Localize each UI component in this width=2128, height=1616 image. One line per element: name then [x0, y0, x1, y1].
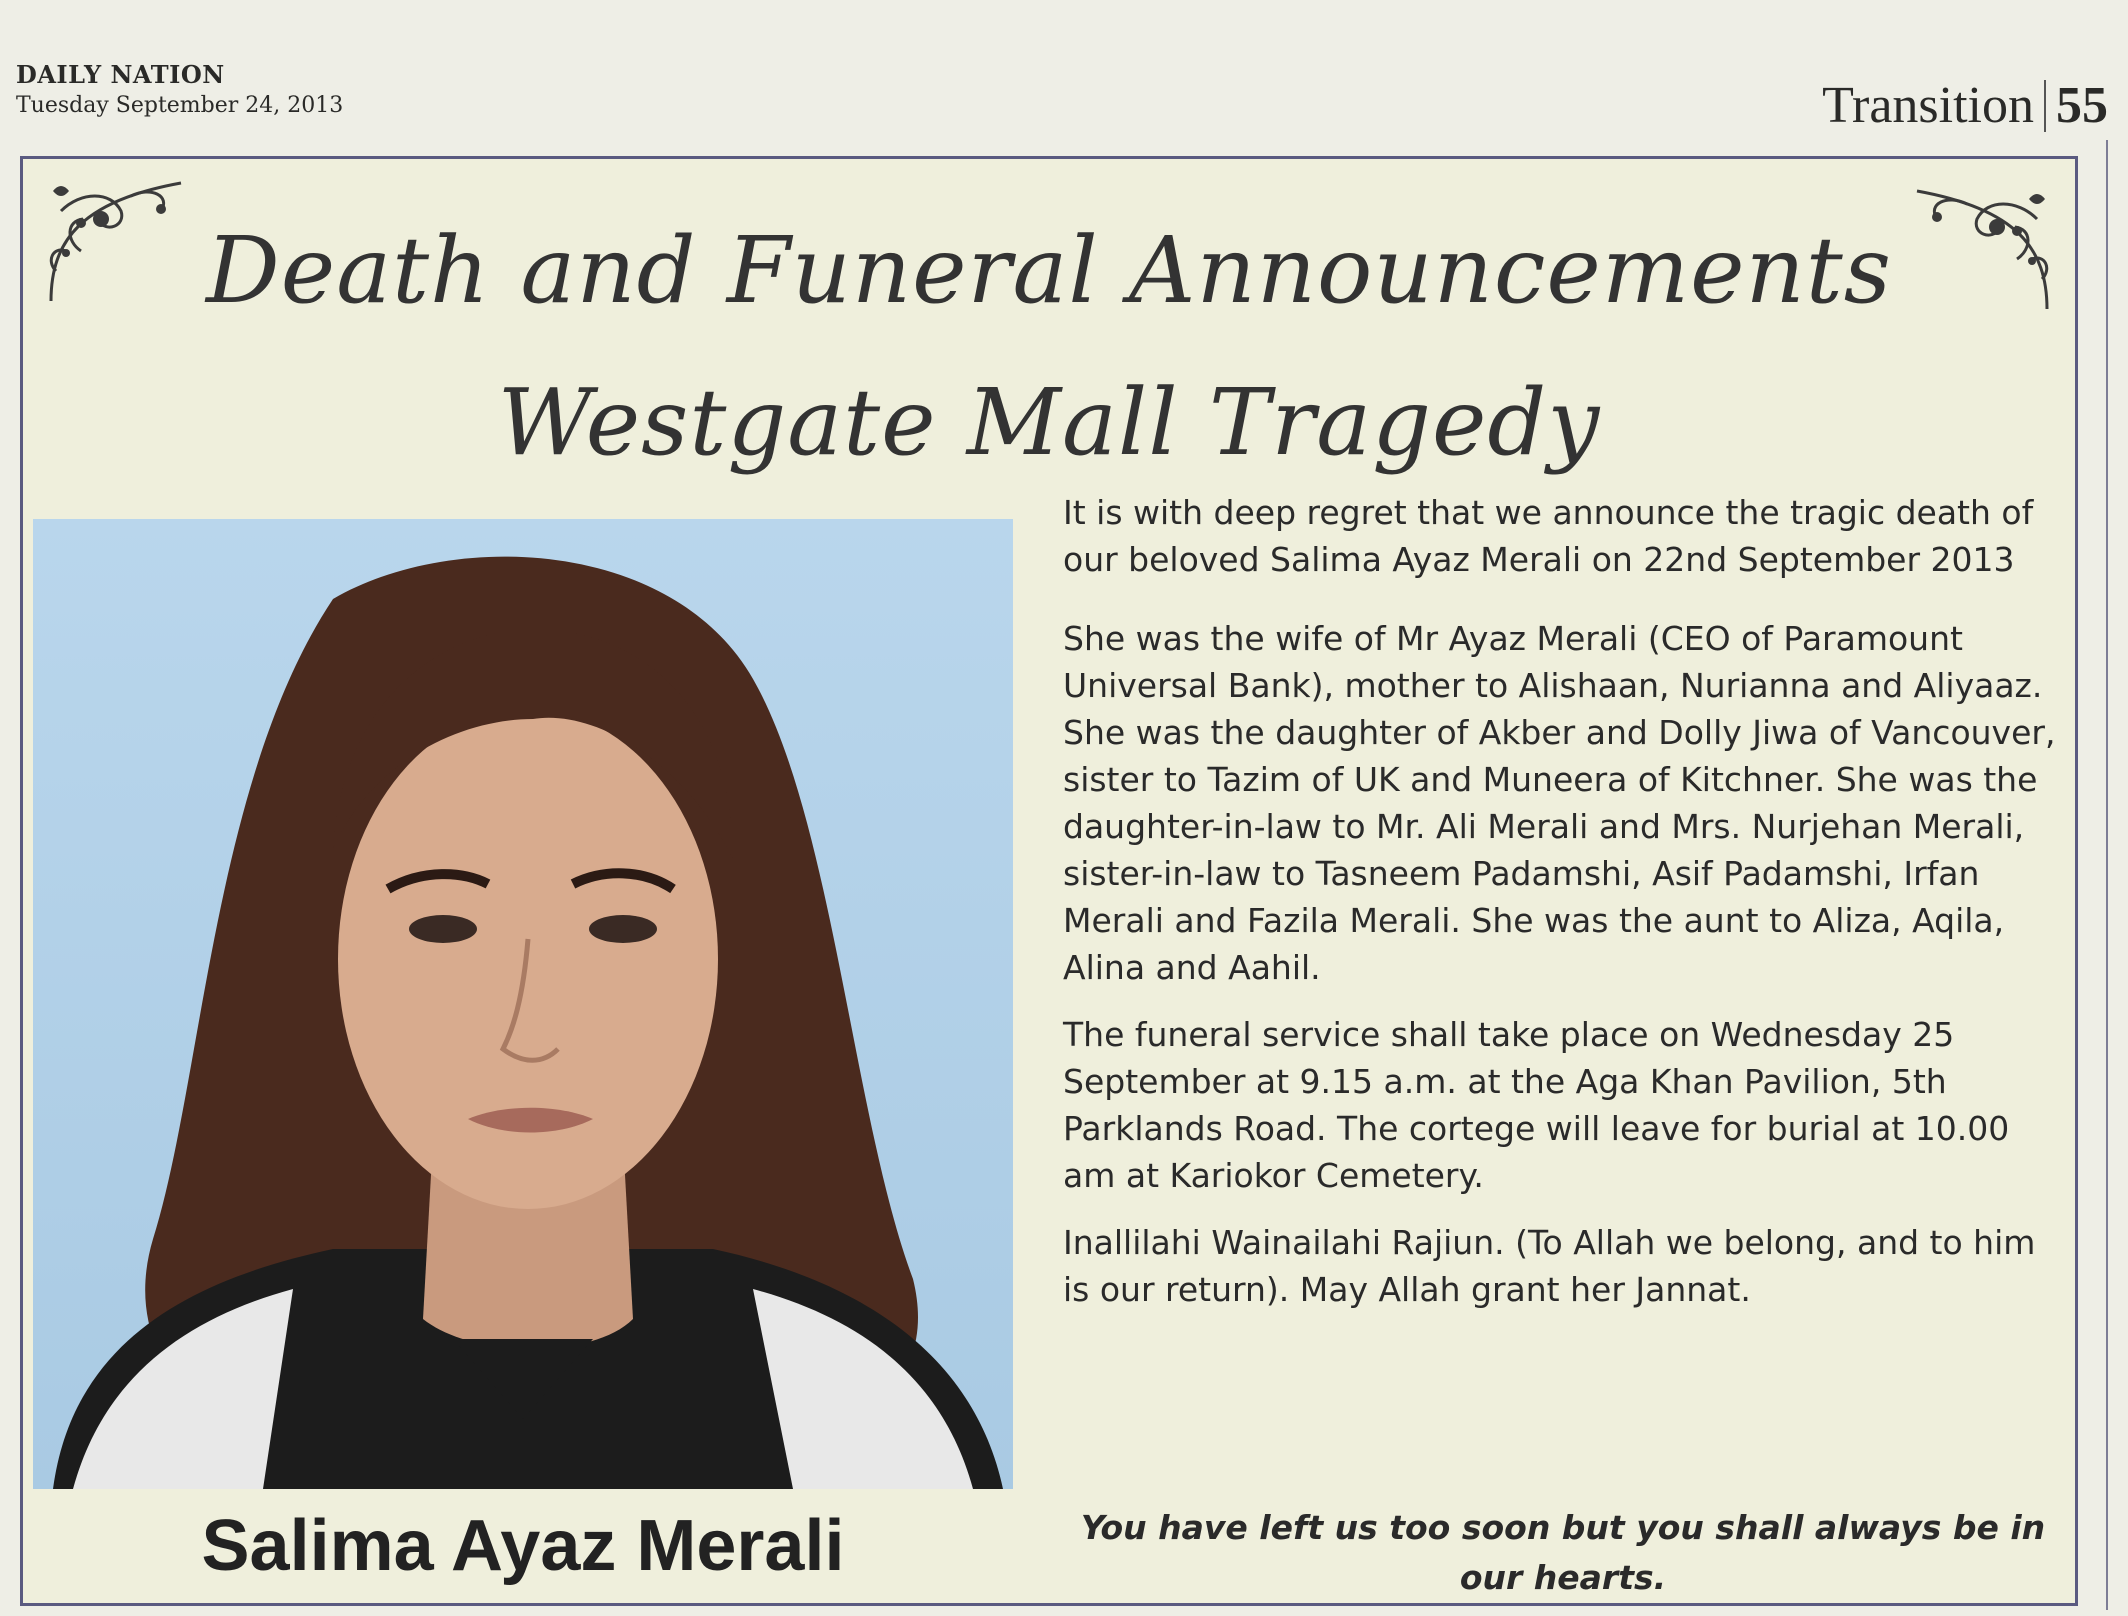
closing-tribute: You have left us too soon but you shall always be in our hearts.: [1080, 1508, 2046, 1597]
page-number: 55: [2056, 77, 2108, 134]
issue-date: Tuesday September 24, 2013: [16, 93, 344, 118]
portrait-photo: [33, 519, 1013, 1489]
paragraph-intro: It is with deep regret that we announce the tragic death of our beloved Salima Ayaz Merali on 22nd September 2013: [1063, 493, 2034, 579]
announcement-subtitle: Westgate Mall Tragedy: [497, 369, 1601, 476]
section-header: [1822, 76, 2108, 135]
masthead: [16, 60, 343, 118]
column-rule: [2106, 140, 2108, 1610]
paragraph-funeral: The funeral service shall take place on Wednesday 25 September at 9.15 a.m. at the Aga Khan Pavilion, 5th Parklands Road. The cortege will leave for burial at 10.00 am at Kariokor Cemetery.: [1063, 1015, 2010, 1195]
section-name: Transition: [1822, 77, 2034, 134]
announcement-title: Death and Funeral Announcements: [206, 217, 1892, 324]
section-divider: [2044, 80, 2046, 132]
portrait-illustration: [33, 519, 1013, 1489]
paragraph-family: She was the wife of Mr Ayaz Merali (CEO of Paramount Universal Bank), mother to Alishaan, Nurianna and Aliyaaz. She was the daughter of Akber and Dolly Jiwa of Vancouver, sister to Tazim of UK and Muneera of Kitchner. She was the daughter-in-law to Mr. Ali Merali and Mrs. Nurjehan Merali, sister-in-law to Tasneem Padamshi, Asif Padamshi, Irfan Merali and Fazila Merali. She was the aunt to Aliza, Aqila, Alina and Aahil.: [1063, 619, 2056, 987]
paragraph-prayer: Inallilahi Wainailahi Rajiun. (To Allah we belong, and to him is our return). May Allah grant her Jannat.: [1063, 1223, 2036, 1309]
announcement-panel: [20, 156, 2078, 1606]
announcement-body: [1063, 489, 2063, 1333]
deceased-name-caption: Salima Ayaz Merali: [201, 1506, 845, 1586]
paper-name: DAILY NATION: [16, 60, 225, 89]
